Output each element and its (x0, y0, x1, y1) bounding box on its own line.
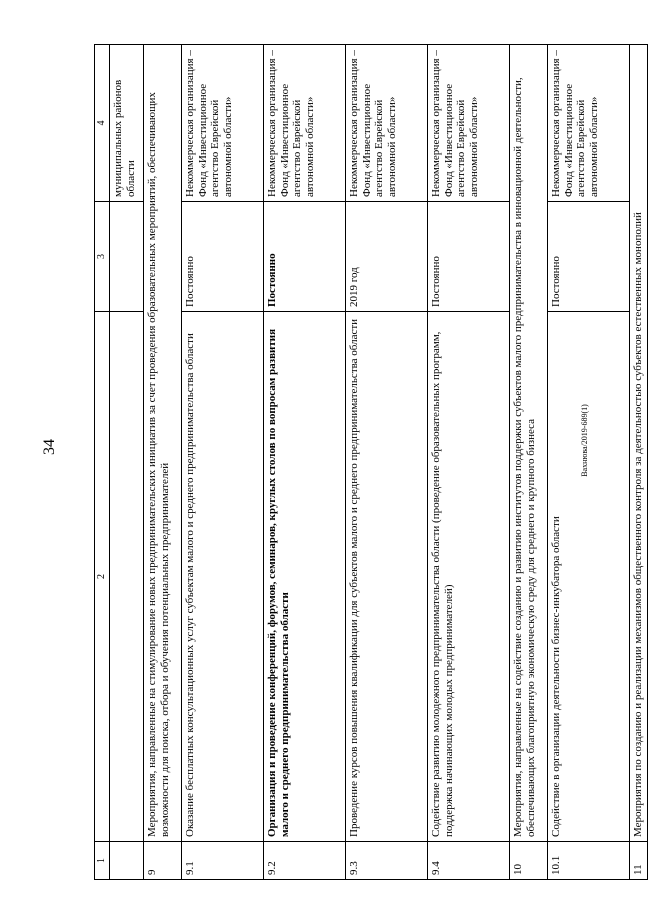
executor-cell: Некоммерческая организация – Фонд «Инвестиционное агентство Еврейской автономной области» (264, 45, 346, 202)
header-cell: 3 (95, 202, 110, 312)
footer-code: Вахнюва/2019-689(1) (579, 404, 589, 477)
term-cell: 2019 год (346, 202, 428, 312)
executor-cell: муниципальных районов области (110, 45, 144, 202)
table-row (510, 45, 548, 880)
cell-empty (110, 842, 144, 880)
executor-cell: Некоммерческая организация – Фонд «Инвестиционное агентство Еврейской автономной области» (346, 45, 428, 202)
item-text: Организация и проведение конференций, форумов, семинаров, круглых столов по вопросам развития малого и среднего предпринимательства области (264, 312, 346, 842)
executor-cell: Некоммерческая организация – Фонд «Инвестиционное агентство Еврейской автономной области» (548, 45, 630, 202)
row-number: 10.1 (548, 842, 630, 880)
term-cell: Постоянно (548, 202, 630, 312)
table-row (548, 45, 630, 880)
continuation-row (110, 45, 144, 880)
executor-cell: Некоммерческая организация – Фонд «Инвестиционное агентство Еврейской автономной области» (182, 45, 264, 202)
table-row (428, 45, 510, 880)
cell-empty (110, 202, 144, 312)
item-text: Содействие развитию молодежного предпринимательства области (проведение образовательных программ, поддержка начинающих молодых предпринимателей) (428, 312, 510, 842)
table-row (144, 45, 182, 880)
term-cell: Постоянно (428, 202, 510, 312)
row-number: 9.1 (182, 842, 264, 880)
header-cell: 1 (95, 842, 110, 880)
row-number: 10 (510, 842, 548, 880)
item-text: Проведение курсов повышения квалификации для субъектов малого и среднего предпринимательства области (346, 312, 428, 842)
section-text: Мероприятия, направленные на стимулирование новых предпринимательских инициатив за счет проведения образовательных мероприятий, обеспечивающих возможности для поиска, отбора и обучения потенциальных предпринимателей (144, 45, 182, 842)
header-row (95, 45, 110, 880)
row-number: 9.3 (346, 842, 428, 880)
row-number: 9.2 (264, 842, 346, 880)
row-number: 11 (630, 842, 648, 880)
section-text: Мероприятия, направленные на содействие созданию и развитию институтов поддержки субъектов малого предпринимательства в инновационной деятельности, обеспечивающих благоприятную экономическую среду для среднего и крупного бизнеса (510, 45, 548, 842)
table-row (182, 45, 264, 880)
table-row (630, 45, 648, 880)
item-text: Содействие в организации деятельности бизнес-инкубатора области (548, 312, 630, 842)
cell-empty (110, 312, 144, 842)
item-text: Оказание бесплатных консультационных услуг субъектам малого и среднего предпринимательства области (182, 312, 264, 842)
plan-table (94, 44, 648, 880)
header-cell: 2 (95, 312, 110, 842)
section-text: Мероприятия по созданию и реализации механизмов общественного контроля за деятельностью субъектов естественных монополий (630, 45, 648, 842)
row-number: 9.4 (428, 842, 510, 880)
row-number: 9 (144, 842, 182, 880)
term-cell: Постоянно (264, 202, 346, 312)
executor-cell: Некоммерческая организация – Фонд «Инвестиционное агентство Еврейской автономной области» (428, 45, 510, 202)
table-row (264, 45, 346, 880)
header-cell: 4 (95, 45, 110, 202)
table-row (346, 45, 428, 880)
term-cell: Постоянно (182, 202, 264, 312)
page-number: 34 (41, 439, 58, 455)
